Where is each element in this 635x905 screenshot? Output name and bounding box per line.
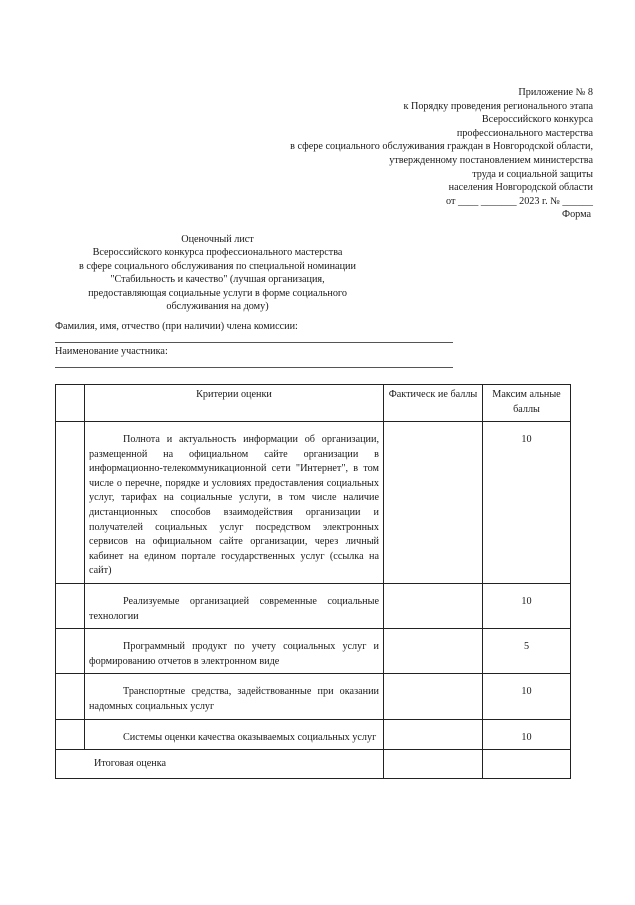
title-line: "Стабильность и качество" (лучшая организация, — [110, 274, 325, 286]
participant-line — [55, 367, 453, 368]
max-score-header: Максим альные баллы — [483, 385, 571, 422]
evaluation-table — [55, 384, 571, 779]
max-score-cell: 5 — [483, 629, 571, 674]
title-line: в сфере социального обслуживания по специальной номинации — [79, 260, 356, 272]
actual-score-cell — [384, 583, 483, 628]
row-number-cell — [56, 719, 85, 750]
annex-line: профессионального мастерства — [456, 127, 593, 139]
participant-label: Наименование участника: — [55, 346, 168, 357]
max-score-cell: 10 — [483, 583, 571, 628]
criterion-cell: Системы оценки качества оказываемых социальных услуг — [85, 719, 384, 750]
annex-line: в сфере социального обслуживания граждан в Новгородской области, — [290, 141, 593, 153]
row-number-cell — [56, 422, 85, 584]
title-line: предоставляющая социальные услуги в форме социального — [88, 287, 347, 299]
table-row — [56, 719, 571, 750]
title-line: Всероссийского конкурса профессионального мастерства — [92, 247, 343, 259]
actual-score-cell — [384, 422, 483, 584]
row-number-cell — [56, 674, 85, 719]
annex-line: труда и социальной защиты — [472, 168, 593, 180]
criterion-cell: Реализуемые организацией современные социальные технологии — [85, 583, 384, 628]
actual-score-cell — [384, 674, 483, 719]
actual-score-header: Фактическ ие баллы — [384, 385, 483, 422]
annex-line: утвержденному постановлением министерства — [389, 154, 593, 166]
table-row — [56, 629, 571, 674]
criterion-cell: Полнота и актуальность информации об организации, размещенной на официальном сайте организации в информационно-телекоммуникационной сети "Интернет", в том числе о перечне, порядке и условиях предоставления социальных услуг, тарифах на социальные услуги, в том числе наличие дистанционных способов взаимодействия организации и получателей социальных услуг посредством электронных сервисов на официальном сайте организации, через личный кабинет на едином портале государственных услуг (ссылка на сайт) — [85, 422, 384, 584]
annex-header — [290, 86, 593, 208]
table-row — [56, 422, 571, 584]
annex-line: Приложение № 8 — [518, 87, 593, 98]
criterion-cell: Программный продукт по учету социальных услуг и формированию отчетов в электронном виде — [85, 629, 384, 674]
row-number-cell — [56, 629, 85, 674]
annex-line: Всероссийского конкурса — [481, 114, 593, 126]
annex-line: к Порядку проведения регионального этапа — [403, 100, 593, 112]
actual-score-cell — [384, 629, 483, 674]
row-number-cell — [56, 583, 85, 628]
title-line: обслуживания на дому) — [166, 301, 269, 313]
title-line: Оценочный лист — [181, 234, 254, 245]
table-row — [56, 583, 571, 628]
criterion-cell: Транспортные средства, задействованные при оказании надомных социальных услуг — [85, 674, 384, 719]
table-row — [56, 674, 571, 719]
max-score-cell: 10 — [483, 422, 571, 584]
annex-line: населения Новгородской области — [448, 182, 593, 194]
total-label: Итоговая оценка — [56, 750, 384, 779]
table-header-row — [56, 385, 571, 422]
commission-member-line — [55, 342, 453, 343]
number-header — [56, 385, 85, 422]
max-score-cell: 10 — [483, 674, 571, 719]
total-row — [56, 750, 571, 779]
form-label: Форма — [562, 209, 591, 220]
criteria-header: Критерии оценки — [85, 385, 384, 422]
max-score-cell: 10 — [483, 719, 571, 750]
total-actual-cell — [384, 750, 483, 779]
annex-line: от ____ _______ 2023 г. № ______ — [446, 195, 593, 207]
document-title — [60, 233, 375, 313]
actual-score-cell — [384, 719, 483, 750]
commission-member-label: Фамилия, имя, отчество (при наличии) члена комиссии: — [55, 321, 298, 332]
total-max-cell — [483, 750, 571, 779]
